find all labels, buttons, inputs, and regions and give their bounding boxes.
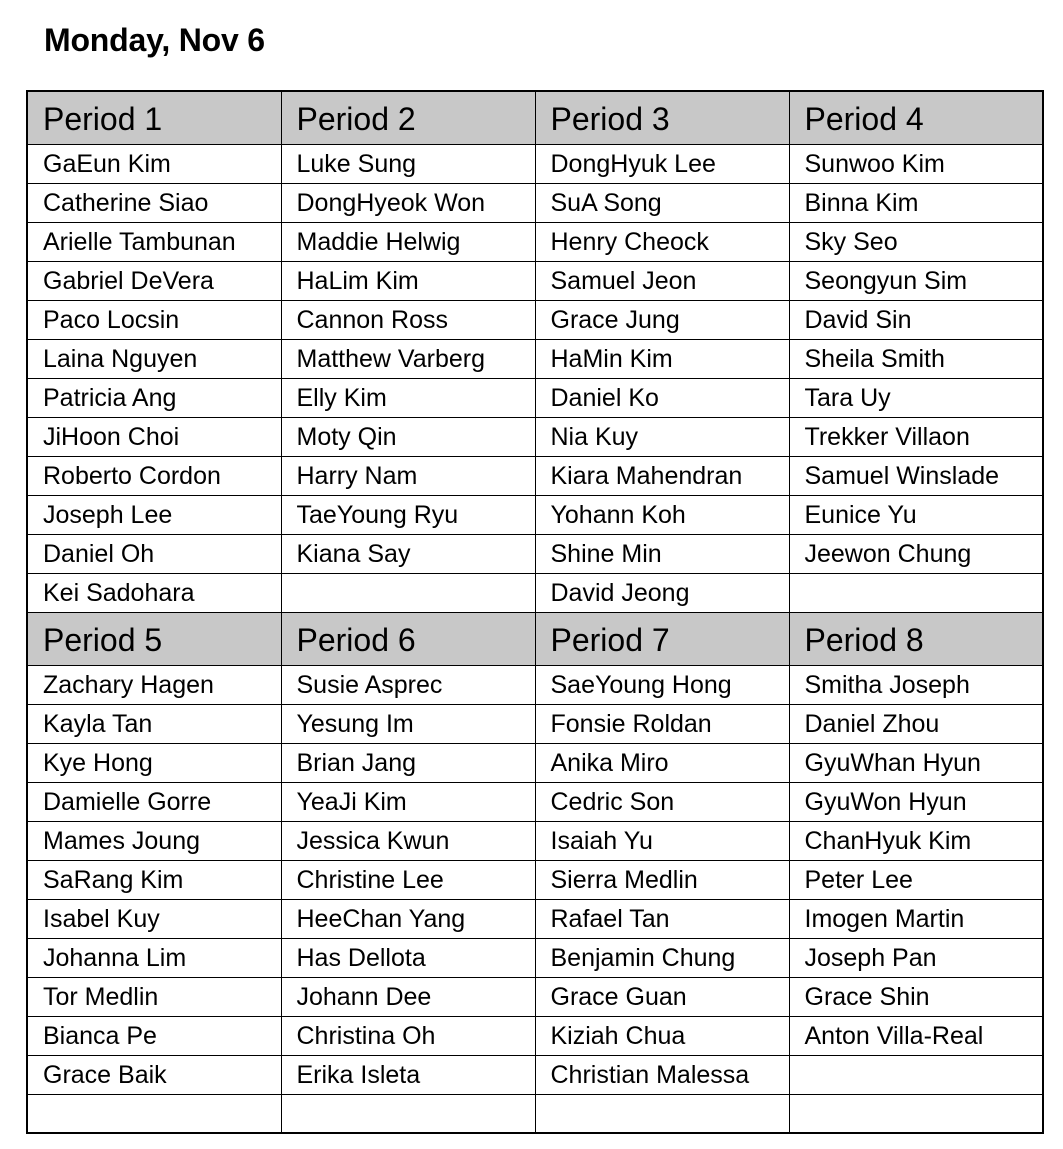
student-name-cell: Kei Sadohara <box>27 574 281 613</box>
student-name-cell: Tor Medlin <box>27 978 281 1017</box>
student-name-cell: Erika Isleta <box>281 1056 535 1095</box>
student-name-cell: Smitha Joseph <box>789 666 1043 705</box>
period-header: Period 5 <box>27 613 281 666</box>
student-name-cell: Rafael Tan <box>535 900 789 939</box>
student-name-cell: Isaiah Yu <box>535 822 789 861</box>
student-name-cell <box>27 1095 281 1134</box>
student-name-cell: Laina Nguyen <box>27 340 281 379</box>
student-row <box>27 535 1043 574</box>
student-name-cell: Binna Kim <box>789 184 1043 223</box>
student-name-cell: Arielle Tambunan <box>27 223 281 262</box>
student-name-cell: David Sin <box>789 301 1043 340</box>
student-row <box>27 379 1043 418</box>
student-row <box>27 184 1043 223</box>
student-name-cell: Seongyun Sim <box>789 262 1043 301</box>
student-name-cell: Christian Malessa <box>535 1056 789 1095</box>
student-row <box>27 340 1043 379</box>
student-name-cell: Kayla Tan <box>27 705 281 744</box>
student-name-cell: ChanHyuk Kim <box>789 822 1043 861</box>
student-row <box>27 861 1043 900</box>
student-name-cell: Anton Villa-Real <box>789 1017 1043 1056</box>
student-name-cell: GyuWon Hyun <box>789 783 1043 822</box>
student-name-cell: Susie Asprec <box>281 666 535 705</box>
student-name-cell: Jessica Kwun <box>281 822 535 861</box>
student-name-cell: Moty Qin <box>281 418 535 457</box>
student-row <box>27 822 1043 861</box>
student-name-cell: Grace Guan <box>535 978 789 1017</box>
student-row <box>27 744 1043 783</box>
student-name-cell: Eunice Yu <box>789 496 1043 535</box>
student-name-cell: Jeewon Chung <box>789 535 1043 574</box>
student-name-cell: Sierra Medlin <box>535 861 789 900</box>
student-row <box>27 457 1043 496</box>
roster-table <box>26 90 1044 1134</box>
student-name-cell: HaLim Kim <box>281 262 535 301</box>
student-name-cell: Sunwoo Kim <box>789 145 1043 184</box>
student-name-cell: SaRang Kim <box>27 861 281 900</box>
period-header: Period 1 <box>27 91 281 145</box>
student-name-cell: DongHyuk Lee <box>535 145 789 184</box>
student-name-cell: Henry Cheock <box>535 223 789 262</box>
student-name-cell: Peter Lee <box>789 861 1043 900</box>
student-name-cell: Maddie Helwig <box>281 223 535 262</box>
student-name-cell: Daniel Oh <box>27 535 281 574</box>
student-row <box>27 783 1043 822</box>
student-name-cell: Zachary Hagen <box>27 666 281 705</box>
student-name-cell: Matthew Varberg <box>281 340 535 379</box>
student-name-cell: Joseph Lee <box>27 496 281 535</box>
student-name-cell: Kye Hong <box>27 744 281 783</box>
student-name-cell: Johann Dee <box>281 978 535 1017</box>
student-name-cell: JiHoon Choi <box>27 418 281 457</box>
student-name-cell: HeeChan Yang <box>281 900 535 939</box>
student-row <box>27 145 1043 184</box>
roster-body <box>27 91 1043 1133</box>
student-name-cell <box>281 574 535 613</box>
student-name-cell: Elly Kim <box>281 379 535 418</box>
period-header: Period 6 <box>281 613 535 666</box>
student-name-cell <box>535 1095 789 1134</box>
student-name-cell <box>789 1095 1043 1134</box>
student-name-cell <box>789 1056 1043 1095</box>
student-row <box>27 574 1043 613</box>
student-name-cell: TaeYoung Ryu <box>281 496 535 535</box>
student-name-cell: Yohann Koh <box>535 496 789 535</box>
student-row <box>27 900 1043 939</box>
student-name-cell: Cedric Son <box>535 783 789 822</box>
student-row <box>27 978 1043 1017</box>
student-name-cell <box>789 574 1043 613</box>
student-row <box>27 1056 1043 1095</box>
student-name-cell: Brian Jang <box>281 744 535 783</box>
period-header-row <box>27 91 1043 145</box>
student-name-cell: Roberto Cordon <box>27 457 281 496</box>
student-row <box>27 939 1043 978</box>
student-row <box>27 496 1043 535</box>
student-name-cell: Fonsie Roldan <box>535 705 789 744</box>
student-name-cell: Gabriel DeVera <box>27 262 281 301</box>
student-name-cell: HaMin Kim <box>535 340 789 379</box>
student-name-cell: Samuel Jeon <box>535 262 789 301</box>
student-name-cell: SaeYoung Hong <box>535 666 789 705</box>
student-name-cell: Sky Seo <box>789 223 1043 262</box>
student-name-cell: Catherine Siao <box>27 184 281 223</box>
student-name-cell: Trekker Villaon <box>789 418 1043 457</box>
student-name-cell: Damielle Gorre <box>27 783 281 822</box>
student-name-cell: GyuWhan Hyun <box>789 744 1043 783</box>
student-name-cell: Bianca Pe <box>27 1017 281 1056</box>
student-row <box>27 1017 1043 1056</box>
student-name-cell: Sheila Smith <box>789 340 1043 379</box>
student-name-cell: Luke Sung <box>281 145 535 184</box>
student-name-cell: Cannon Ross <box>281 301 535 340</box>
student-name-cell: Patricia Ang <box>27 379 281 418</box>
student-name-cell: DongHyeok Won <box>281 184 535 223</box>
student-name-cell: Kiana Say <box>281 535 535 574</box>
student-name-cell: Daniel Zhou <box>789 705 1043 744</box>
student-row <box>27 1095 1043 1134</box>
student-row <box>27 705 1043 744</box>
student-name-cell <box>281 1095 535 1134</box>
student-name-cell: David Jeong <box>535 574 789 613</box>
student-name-cell: Christine Lee <box>281 861 535 900</box>
page-title: Monday, Nov 6 <box>44 22 265 58</box>
student-name-cell: Shine Min <box>535 535 789 574</box>
student-name-cell: Johanna Lim <box>27 939 281 978</box>
student-name-cell: Daniel Ko <box>535 379 789 418</box>
period-header: Period 3 <box>535 91 789 145</box>
student-row <box>27 418 1043 457</box>
student-name-cell: Nia Kuy <box>535 418 789 457</box>
student-name-cell: Joseph Pan <box>789 939 1043 978</box>
student-row <box>27 262 1043 301</box>
student-name-cell: Anika Miro <box>535 744 789 783</box>
period-header: Period 4 <box>789 91 1043 145</box>
student-name-cell: SuA Song <box>535 184 789 223</box>
student-name-cell: Has Dellota <box>281 939 535 978</box>
student-name-cell: Kiziah Chua <box>535 1017 789 1056</box>
period-header: Period 2 <box>281 91 535 145</box>
student-name-cell: Isabel Kuy <box>27 900 281 939</box>
student-name-cell: Mames Joung <box>27 822 281 861</box>
student-name-cell: Grace Baik <box>27 1056 281 1095</box>
student-name-cell: Imogen Martin <box>789 900 1043 939</box>
student-name-cell: GaEun Kim <box>27 145 281 184</box>
student-name-cell: Harry Nam <box>281 457 535 496</box>
student-name-cell: Grace Jung <box>535 301 789 340</box>
student-name-cell: Benjamin Chung <box>535 939 789 978</box>
student-row <box>27 666 1043 705</box>
student-row <box>27 223 1043 262</box>
student-name-cell: Christina Oh <box>281 1017 535 1056</box>
student-name-cell: Samuel Winslade <box>789 457 1043 496</box>
student-name-cell: Grace Shin <box>789 978 1043 1017</box>
student-name-cell: YeaJi Kim <box>281 783 535 822</box>
period-header-row <box>27 613 1043 666</box>
student-name-cell: Paco Locsin <box>27 301 281 340</box>
student-name-cell: Tara Uy <box>789 379 1043 418</box>
student-name-cell: Yesung Im <box>281 705 535 744</box>
student-row <box>27 301 1043 340</box>
period-header: Period 7 <box>535 613 789 666</box>
period-header: Period 8 <box>789 613 1043 666</box>
student-name-cell: Kiara Mahendran <box>535 457 789 496</box>
